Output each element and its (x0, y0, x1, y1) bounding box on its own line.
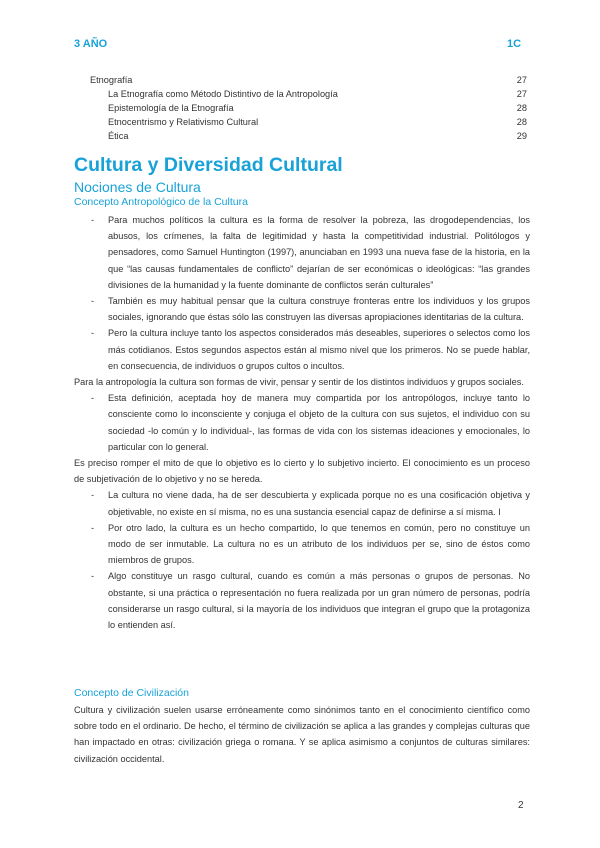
list-item (74, 520, 530, 569)
toc-entry[interactable] (90, 101, 530, 115)
list-item-text: La cultura no viene dada, ha de ser descubierta y explicada porque no es una cosificación objetiva y objetivable, no existe en sí misma, no es una sustancia esencial capaz de definirse a sí misma. I (108, 490, 530, 517)
toc-entry-page: 28 (516, 117, 527, 127)
toc-entry-page: 27 (516, 75, 527, 85)
header-course: 3 AÑO (74, 38, 108, 50)
list-item (74, 325, 530, 374)
list-item (74, 390, 530, 455)
dash-marker: - (91, 215, 95, 225)
list-item-text: Pero la cultura incluye tanto los aspectos considerados más deseables, superiores o selectos como los más cotidianos. Estos segundos aspectos están al mismo nivel que los primeros. No se puede hablar, en consecuencia, de individuos o grupos cultos o incultos. (108, 328, 530, 371)
toc-entry[interactable] (90, 73, 530, 87)
civilizacion-content (74, 702, 530, 767)
bullet-list (74, 390, 530, 455)
header-division: 1C (507, 38, 522, 50)
bullet-list (74, 487, 530, 633)
toc-entry-label: Epistemología de la Etnografía (108, 103, 234, 113)
toc-entry-page: 28 (516, 103, 527, 113)
dash-marker: - (91, 296, 95, 307)
toc-entry[interactable] (90, 115, 530, 129)
body-content (74, 212, 530, 633)
heading-cultura: Concepto Antropológico de la Cultura (74, 196, 248, 208)
dash-marker: - (91, 490, 95, 501)
toc-entry-label: Etnocentrismo y Relativismo Cultural (108, 117, 259, 127)
list-item-text: Para muchos políticos la cultura es la forma de resolver la pobreza, las drogodependencias, los abusos, los crímenes, la falta de legitimidad y hasta la competitividad industrial. Politólogos y pensadores, como Samuel Huntington (1997), anunciaban en 1993 una nueva fase de la historia, en la que “las causas fundamentales de conflicto” dejarían de ser económicas o ideológicas: “las grandes divisiones de la humanidad y la fuente dominante de conflictos serán culturales” (108, 215, 530, 290)
bullet-list (74, 212, 530, 374)
paragraph: Cultura y civilización suelen usarse erróneamente como sinónimos tanto en el conocimiento científico como sobre todo en el ordinario. De hecho, el término de civilización se aplica a las grandes y complejas culturas que han impactado en otras: civilización griega o romana. Y se aplica asimismo a conjuntos de culturas similares: civilización occidental. (74, 705, 530, 764)
toc-entry-page: 27 (516, 89, 527, 99)
toc-entry-label: Etnografía (90, 75, 133, 85)
toc-entry[interactable] (90, 129, 530, 143)
dash-marker: - (91, 522, 95, 533)
list-item-text: También es muy habitual pensar que la cultura construye fronteras entre los individuos y los grupos sociales, ignorando que éstas sólo las construyen las diversas apropiaciones identitarias de la cultura. (108, 296, 530, 323)
toc-entry-page: 29 (516, 131, 527, 141)
page-number: 2 (518, 800, 524, 811)
list-item (74, 293, 530, 325)
section-subtitle: Nociones de Cultura (74, 179, 201, 195)
toc-entry-label: Ética (108, 131, 129, 141)
toc-entry-label: La Etnografía como Método Distintivo de la Antropología (108, 89, 338, 99)
list-item (74, 487, 530, 519)
list-item-text: Esta definición, aceptada hoy de manera muy compartida por los antropólogos, incluye tanto lo consciente como lo inconsciente y conjuga el objeto de la cultura con sus sujetos, el individuo con su sociedad -lo común y lo individual-, las formas de vida con los sistemas ideaciones y emocionales, lo particular con lo general. (108, 393, 530, 452)
paragraph: Para la antropología la cultura son formas de vivir, pensar y sentir de los distintos individuos y grupos sociales. (74, 377, 524, 388)
list-item-text: Por otro lado, la cultura es un hecho compartido, lo que tenemos en común, pero no constituye un modo de ser inmutable. La cultura no es un atributo de los individuos per se, sino de éstos como miembros de grupos. (108, 522, 530, 566)
paragraph: Es preciso romper el mito de que lo objetivo es lo cierto y lo subjetivo incierto. El conocimiento es un proceso de subjetivación de lo objetivo y no se hereda. (74, 458, 530, 485)
dash-marker: - (91, 571, 95, 582)
heading-civilizacion: Concepto de Civilización (74, 687, 189, 699)
table-of-contents (90, 73, 530, 143)
dash-marker: - (91, 393, 95, 404)
page-title: Cultura y Diversidad Cultural (74, 154, 343, 176)
list-item-text: Algo constituye un rasgo cultural, cuando es común a más personas o grupos de personas. No obstante, si una práctica o representación no fuera realizada por un gran número de personas, podría considerarse un rasgo cultural, si la mayoría de los individuos que integran el grupo que la protagoniza lo entienden así. (108, 571, 530, 631)
dash-marker: - (91, 328, 95, 339)
toc-entry[interactable] (90, 87, 530, 101)
list-item (74, 568, 530, 633)
list-item (74, 212, 530, 293)
